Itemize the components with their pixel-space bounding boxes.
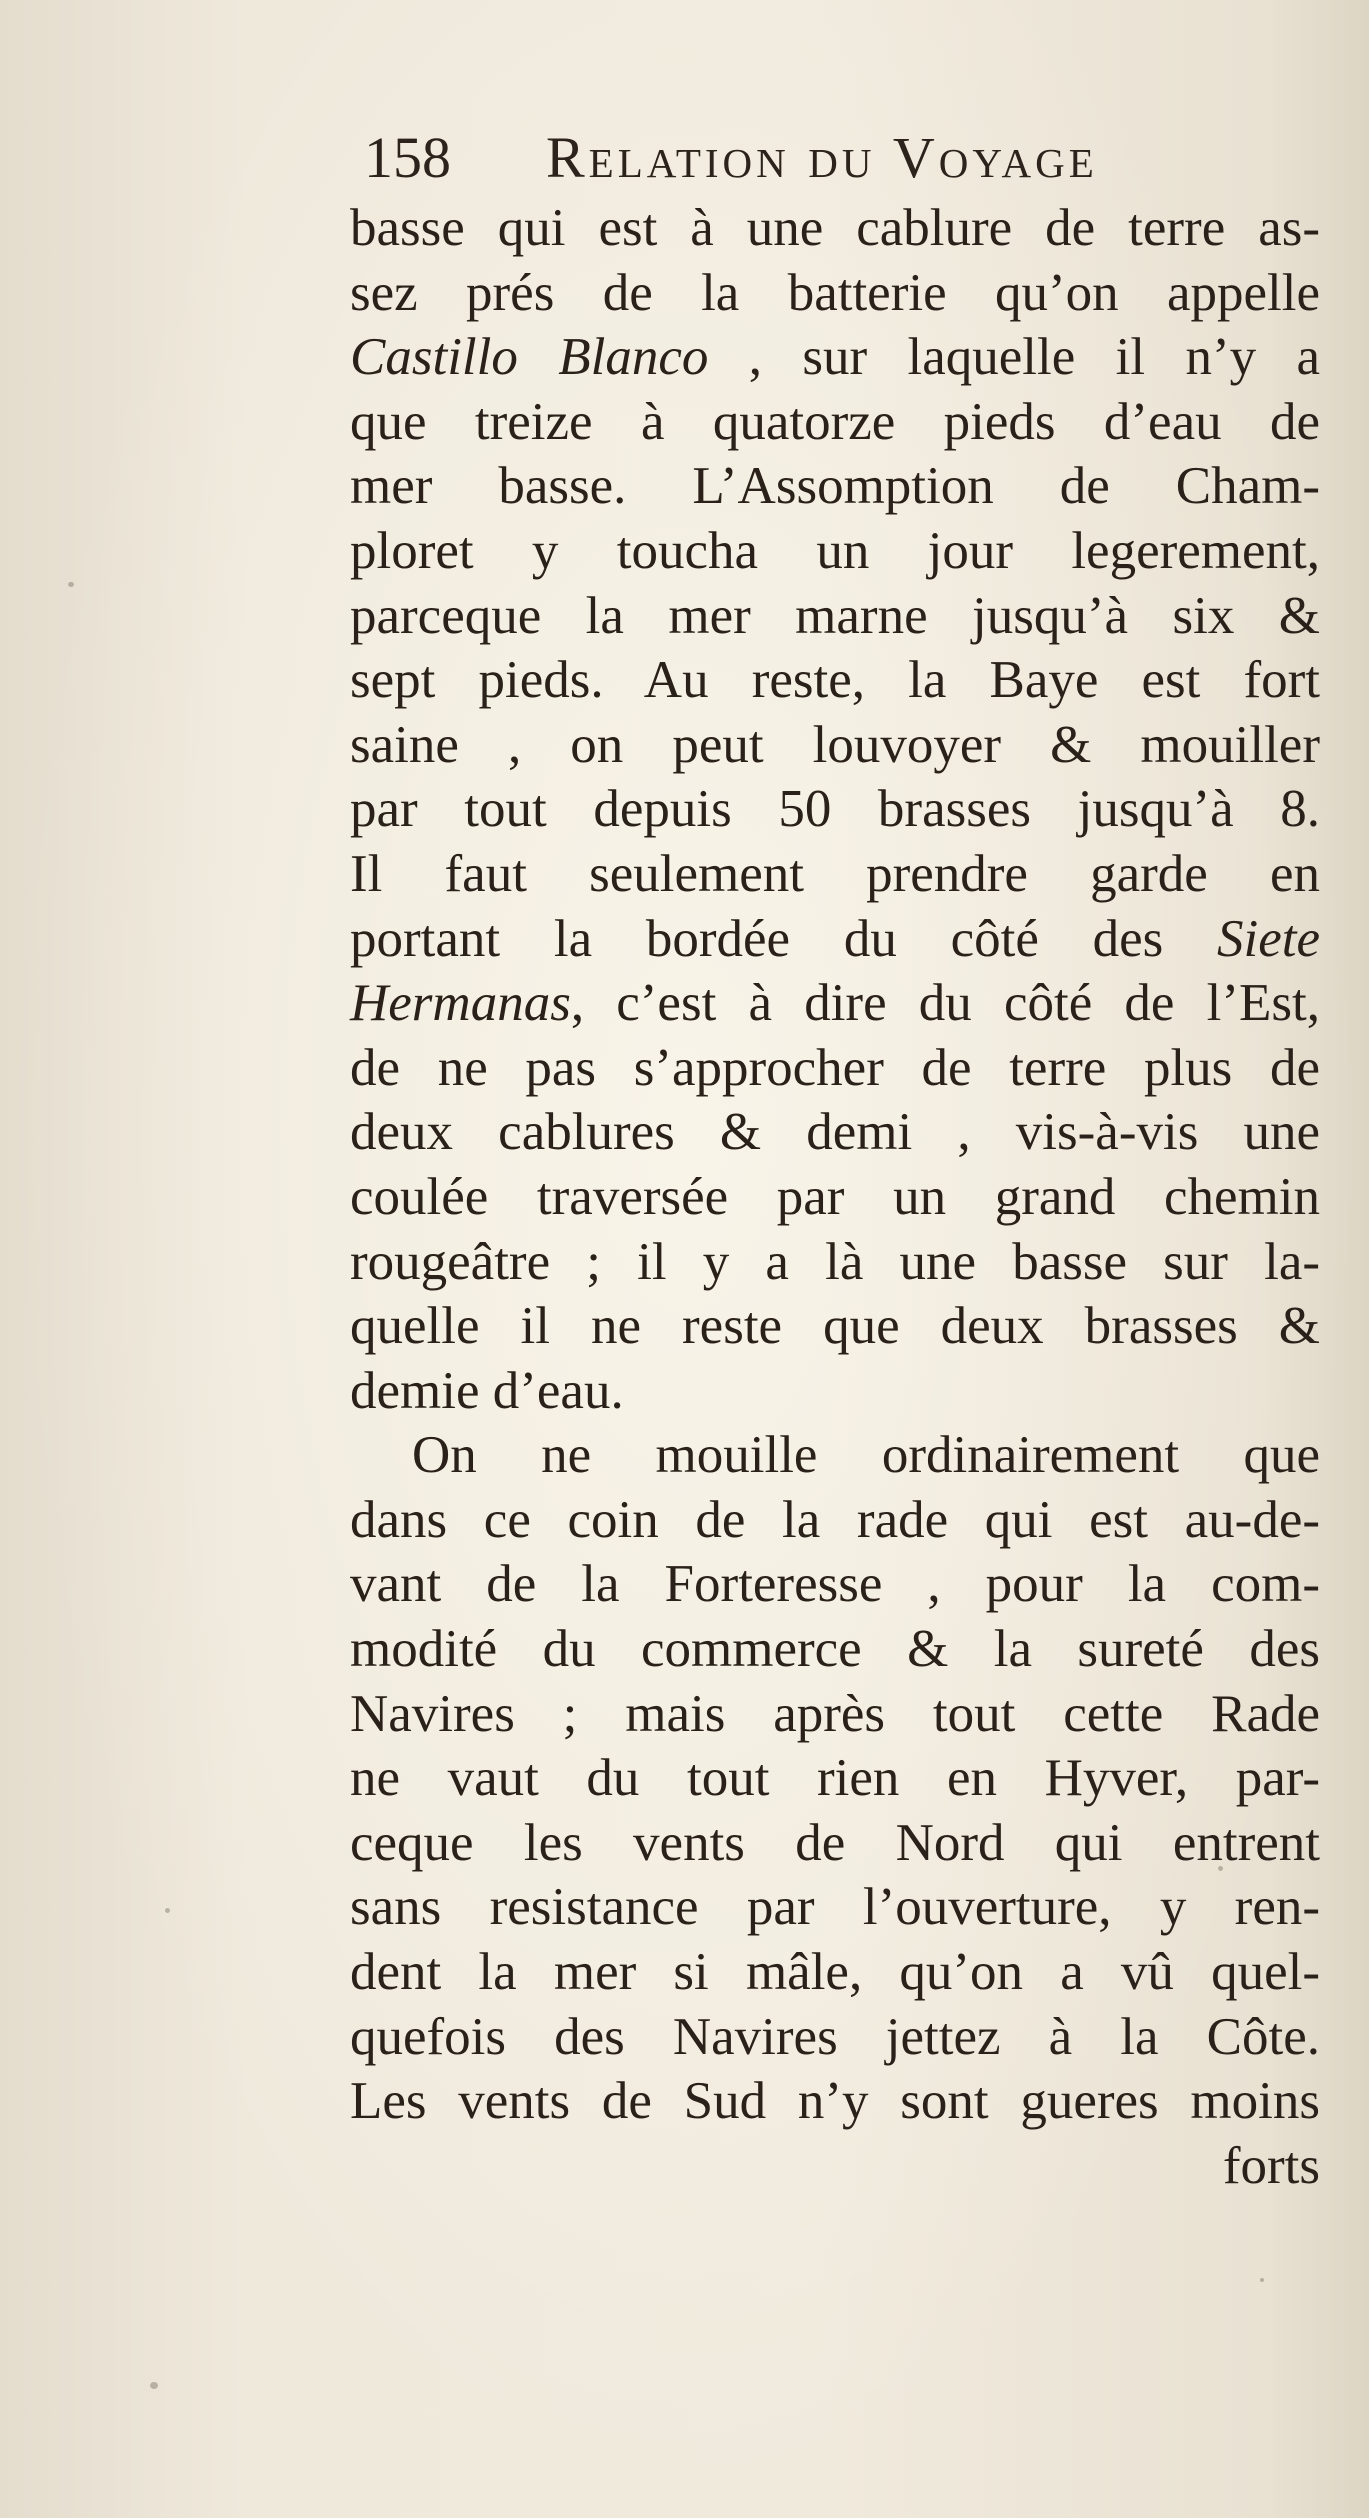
text-segment: vant de la Forteresse , pour la com- <box>350 1555 1320 1614</box>
text-segment: Les vents de Sud n’y sont gueres moins <box>350 2072 1320 2131</box>
text-line <box>350 777 1320 842</box>
text-line <box>350 1423 1320 1488</box>
text-line <box>350 2069 1320 2134</box>
paper-speck <box>68 582 74 587</box>
text-line <box>350 1811 1320 1876</box>
text-line <box>350 1165 1320 1230</box>
text-line <box>350 519 1320 584</box>
text-line <box>350 1617 1320 1682</box>
text-line <box>350 1359 1320 1424</box>
text-segment: de ne pas s’approcher de terre plus de <box>350 1038 1320 1097</box>
running-title: Relation du Voyage <box>546 125 1098 190</box>
text-line <box>350 1940 1320 2005</box>
text-line <box>350 2005 1320 2070</box>
text-segment: ne vaut du tout rien en Hyver, par- <box>350 1749 1320 1808</box>
text-segment: modité du commerce & la sureté des <box>350 1620 1320 1679</box>
text-line <box>350 907 1320 972</box>
text-segment: sez prés de la batterie qu’on appelle <box>350 263 1320 322</box>
paper-speck <box>1218 1866 1223 1871</box>
text-line <box>350 1488 1320 1553</box>
text-line <box>350 648 1320 713</box>
text-segment: mer basse. L’Assomption de Cham- <box>350 457 1320 516</box>
text-segment: rougeâtre ; il y a là une basse sur la- <box>350 1232 1320 1291</box>
text-segment: parceque la mer marne jusqu’à six & <box>350 586 1320 645</box>
text-segment: saine , on peut louvoyer & mouiller <box>350 715 1320 774</box>
body-text <box>350 196 1320 2198</box>
text-line <box>350 325 1320 390</box>
text-segment: ceque les vents de Nord qui entrent <box>350 1813 1320 1872</box>
text-segment: Navires ; mais après tout cette Rade <box>350 1684 1320 1743</box>
text-line <box>350 390 1320 455</box>
page-number: 158 <box>364 125 451 190</box>
text-line <box>350 196 1320 261</box>
text-line <box>350 261 1320 326</box>
text-line <box>350 1294 1320 1359</box>
text-line <box>350 842 1320 907</box>
text-segment: coulée traversée par un grand chemin <box>350 1167 1320 1226</box>
text-segment: forts <box>1222 2136 1320 2195</box>
paper-speck <box>1260 2278 1264 2282</box>
text-line <box>350 1230 1320 1295</box>
text-segment: par tout depuis 50 brasses jusqu’à 8. <box>350 780 1320 839</box>
text-segment: On ne mouille ordinairement que <box>412 1426 1320 1485</box>
text-segment: portant la bordée du côté des <box>350 909 1217 968</box>
text-segment: demie d’eau. <box>350 1361 624 1420</box>
text-segment: dent la mer si mâle, qu’on a vû quel- <box>350 1943 1320 2002</box>
text-segment: Il faut seulement prendre garde en <box>350 844 1320 903</box>
text-line <box>350 1100 1320 1165</box>
text-segment: Hermanas <box>350 974 571 1033</box>
text-line <box>350 713 1320 778</box>
text-segment: sept pieds. Au reste, la Baye est fort <box>350 651 1320 710</box>
paper-speck <box>165 1908 170 1913</box>
text-segment: dans ce coin de la rade qui est au-de- <box>350 1490 1320 1549</box>
text-line <box>350 1746 1320 1811</box>
text-segment: ploret y toucha un jour legerement, <box>350 521 1320 580</box>
text-segment: Siete <box>1217 909 1320 968</box>
text-segment: , c’est à dire du côté de l’Est, <box>570 974 1320 1033</box>
text-line <box>350 454 1320 519</box>
text-segment: quelle il ne reste que deux brasses & <box>350 1297 1320 1356</box>
text-segment: Castillo Blanco <box>350 328 709 387</box>
text-line <box>350 1552 1320 1617</box>
text-segment: que treize à quatorze pieds d’eau de <box>350 392 1320 451</box>
catchword <box>350 2134 1320 2199</box>
text-segment: sans resistance par l’ouverture, y ren- <box>350 1878 1320 1937</box>
running-head <box>350 118 1320 198</box>
text-segment: quefois des Navires jettez à la Côte. <box>350 2007 1320 2066</box>
text-line <box>350 1682 1320 1747</box>
text-line <box>350 1036 1320 1101</box>
paper-speck <box>150 2382 158 2389</box>
text-line <box>350 971 1320 1036</box>
text-line <box>350 584 1320 649</box>
text-segment: , sur laquelle il n’y a <box>708 328 1320 387</box>
text-segment: deux cablures & demi , vis-à-vis une <box>350 1103 1320 1162</box>
text-segment: basse qui est à une cablure de terre as- <box>350 199 1320 257</box>
text-line <box>350 1875 1320 1940</box>
